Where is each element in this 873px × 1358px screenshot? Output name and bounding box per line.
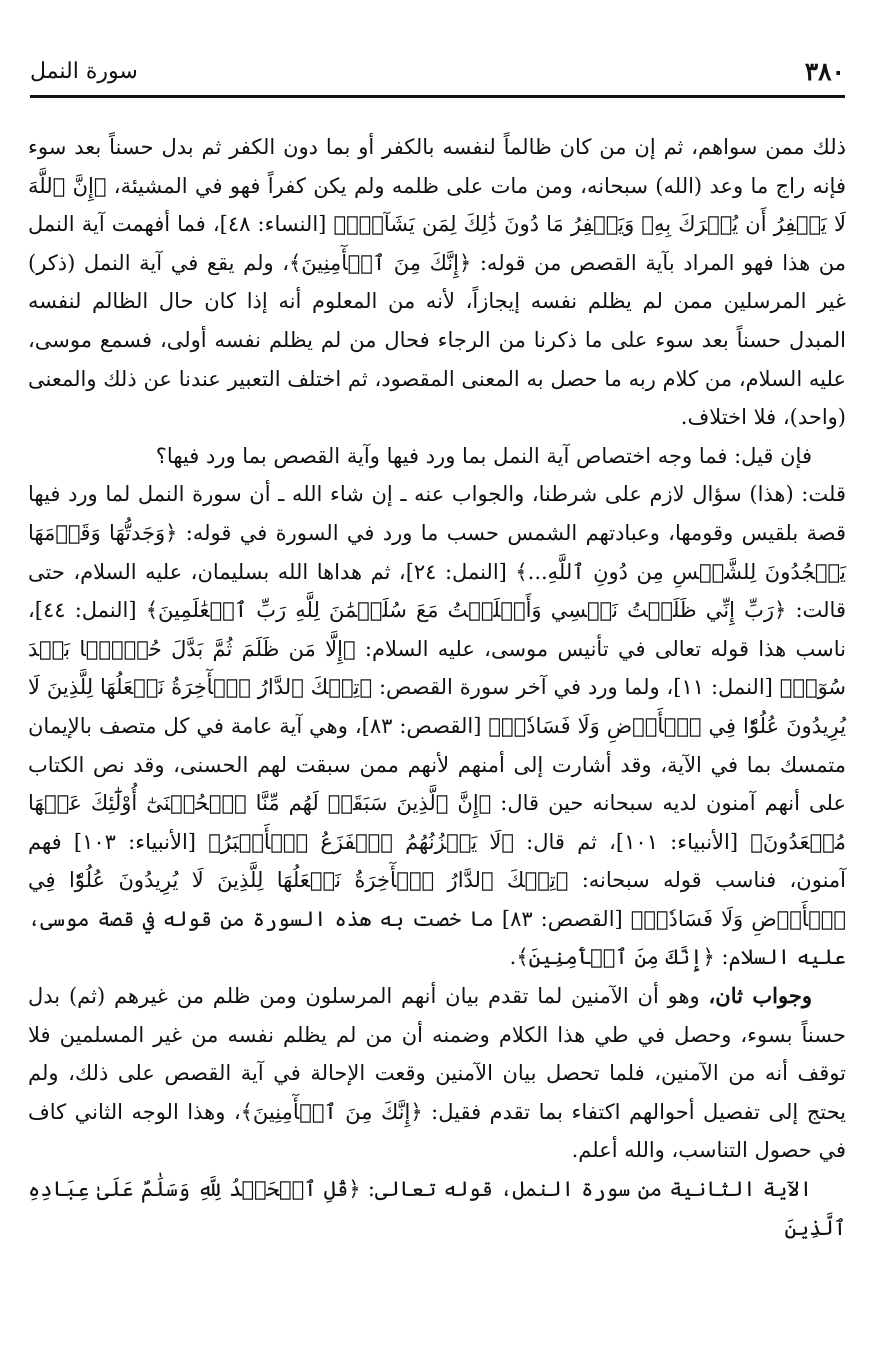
page-header — [30, 52, 845, 92]
paragraph-2 — [28, 437, 846, 476]
header-divider — [30, 95, 845, 98]
paragraph-text: وهو أن الآمنين لما تقدم بيان أنهم المرسلون ومن ظلم من غيرهم (ثم) بدل حسناً بسوء، وحصل في طي هذا الكلام وضمنه أن من لم يظلم نفسه من غير المسلمين فلا توقف أنه من الآمنين، فلما تحصل بيان الآمنين وقعت الإحالة في آية القصص على ذلك، ولم يحتج إلى تفصيل أحوالهم اكتفاء بما تقدم فقيل: ﴿إِنَّكَ مِنَ ٱلۡأٓمِنِينَ﴾، وهذا الوجه الثاني كاف في حصول التناسب، والله أعلم. — [28, 984, 846, 1163]
running-title: سورة النمل — [30, 59, 138, 84]
page-body — [28, 128, 846, 1247]
paragraph-text: قلت: (هذا) سؤال لازم على شرطنا، والجواب عنه ـ إن شاء الله ـ أن سورة النمل لما ورد فيها قصة بلقيس وقومها، وعبادتهم الشمس حسب ما ورد في السورة في قوله: ﴿وَجَدتُّهَا وَقَوۡمَهَا يَسۡجُدُونَ لِلشَّمۡسِ مِن دُونِ ٱللَّهِ...﴾ [النمل: ٢٤]، ثم هداها الله بسليمان، عليه السلام، حتى قالت: ﴿رَبِّ إِنِّي ظَلَمۡتُ نَفۡسِي وَأَسۡلَمۡتُ مَعَ سُلَيۡمَٰنَ لِلَّهِ رَبِّ ٱلۡعَٰلَمِينَ﴾ [النمل: ٤٤]، ناسب هذا قوله تعالى في تأنيس موسى، عليه السلام: ﴿إِلَّا مَن ظَلَمَ ثُمَّ بَدَّلَ حُسۡنَۢا بَعۡدَ سُوٓءٖ﴾ [النمل: ١١]، ولما ورد في آخر سورة القصص: ﴿تِلۡكَ ٱلدَّارُ ٱلۡأٓخِرَةُ نَجۡعَلُهَا لِلَّذِينَ لَا يُرِيدُونَ عُلُوّٗا فِي ٱلۡأَرۡضِ وَلَا فَسَادٗاۚ﴾ [القصص: ٨٣]، وهي آية عامة في كل متصف بالإيمان متمسك بما في الآية، وقد أشارت إلى أمنهم لأنهم ممن سبقت لهم الحسنى، وقد نص الكتاب على أنهم آمنون لديه سبحانه حين قال: ﴿إِنَّ ٱلَّذِينَ سَبَقَتۡ لَهُم مِّنَّا ٱلۡحُسۡنَىٰٓ أُوْلَٰٓئِكَ عَنۡهَا مُبۡعَدُونَ﴾ [الأنبياء: ١٠١]، ثم قال: ﴿لَا يَحۡزُنُهُمُ ٱلۡفَزَعُ ٱلۡأَكۡبَرُ﴾ [الأنبياء: ١٠٣] فهم آمنون، فناسب قوله سبحانه: ﴿تِلۡكَ ٱلدَّارُ ٱلۡأٓخِرَةُ نَجۡعَلُهَا لِلَّذِينَ لَا يُرِيدُونَ عُلُوّٗا فِي ٱلۡأَرۡضِ وَلَا فَسَادٗاۚ﴾ [القصص: ٨٣] ما خصت به هذه السورة من قوله في قصة موسى، عليه السلام: ﴿إِنَّكَ مِنَ ٱلۡأٓمِنِينَ﴾. — [28, 482, 847, 970]
paragraph-5 — [28, 1170, 846, 1247]
paragraph-3 — [28, 475, 846, 977]
paragraph-4 — [28, 977, 846, 1170]
paragraph-text: فإن قيل: فما وجه اختصاص آية النمل بما ورد فيها وآية القصص بما ورد فيها؟ — [155, 443, 812, 468]
paragraph-text: ذلك ممن سواهم، ثم إن من كان ظالماً لنفسه بالكفر أو بما دون الكفر ثم بدل حسناً بعد سوء فإنه راج ما وعد (الله) سبحانه، ومن مات على ظلمه ولم يكن كفراً فهو في المشيئة، ﴿إِنَّ ٱللَّهَ لَا يَغۡفِرُ أَن يُشۡرَكَ بِهِۦ وَيَغۡفِرُ مَا دُونَ ذَٰلِكَ لِمَن يَشَآءُۚ﴾ [النساء: ٤٨]، فما أفهمت آية النمل من هذا فهو المراد بآية القصص من قوله: ﴿إِنَّكَ مِنَ ٱلۡأٓمِنِينَ﴾، ولم يقع في آية النمل (ذكر) غير المرسلين ممن لم يظلم نفسه إيجازاً، لأنه من المعلوم أنه إذا كان حال الظالم لنفسه المبدل حسناً بعد سوء على ما ذكرنا من الرجاء فحال من لم يظلم نفسه أولى، فسمع موسى، عليه السلام، من كلام ربه ما حصل به المعنى المقصود، ثم اختلف التعبير عندنا عن ذلك والمعنى (واحد)، فلا اختلاف. — [28, 135, 846, 430]
paragraph-lead: وجواب ثان، — [708, 983, 812, 1009]
page-number: ٣٨٠ — [804, 57, 845, 86]
paragraph-text: الآية الثانية من سورة النمل، قوله تعالى: ﴿قُلِ ٱلۡحَمۡدُ لِلَّهِ وَسَلَٰمٌ عَلَىٰ عِبَادِهِ ٱلَّذِينَ — [28, 1177, 846, 1240]
paragraph-1 — [28, 128, 846, 437]
